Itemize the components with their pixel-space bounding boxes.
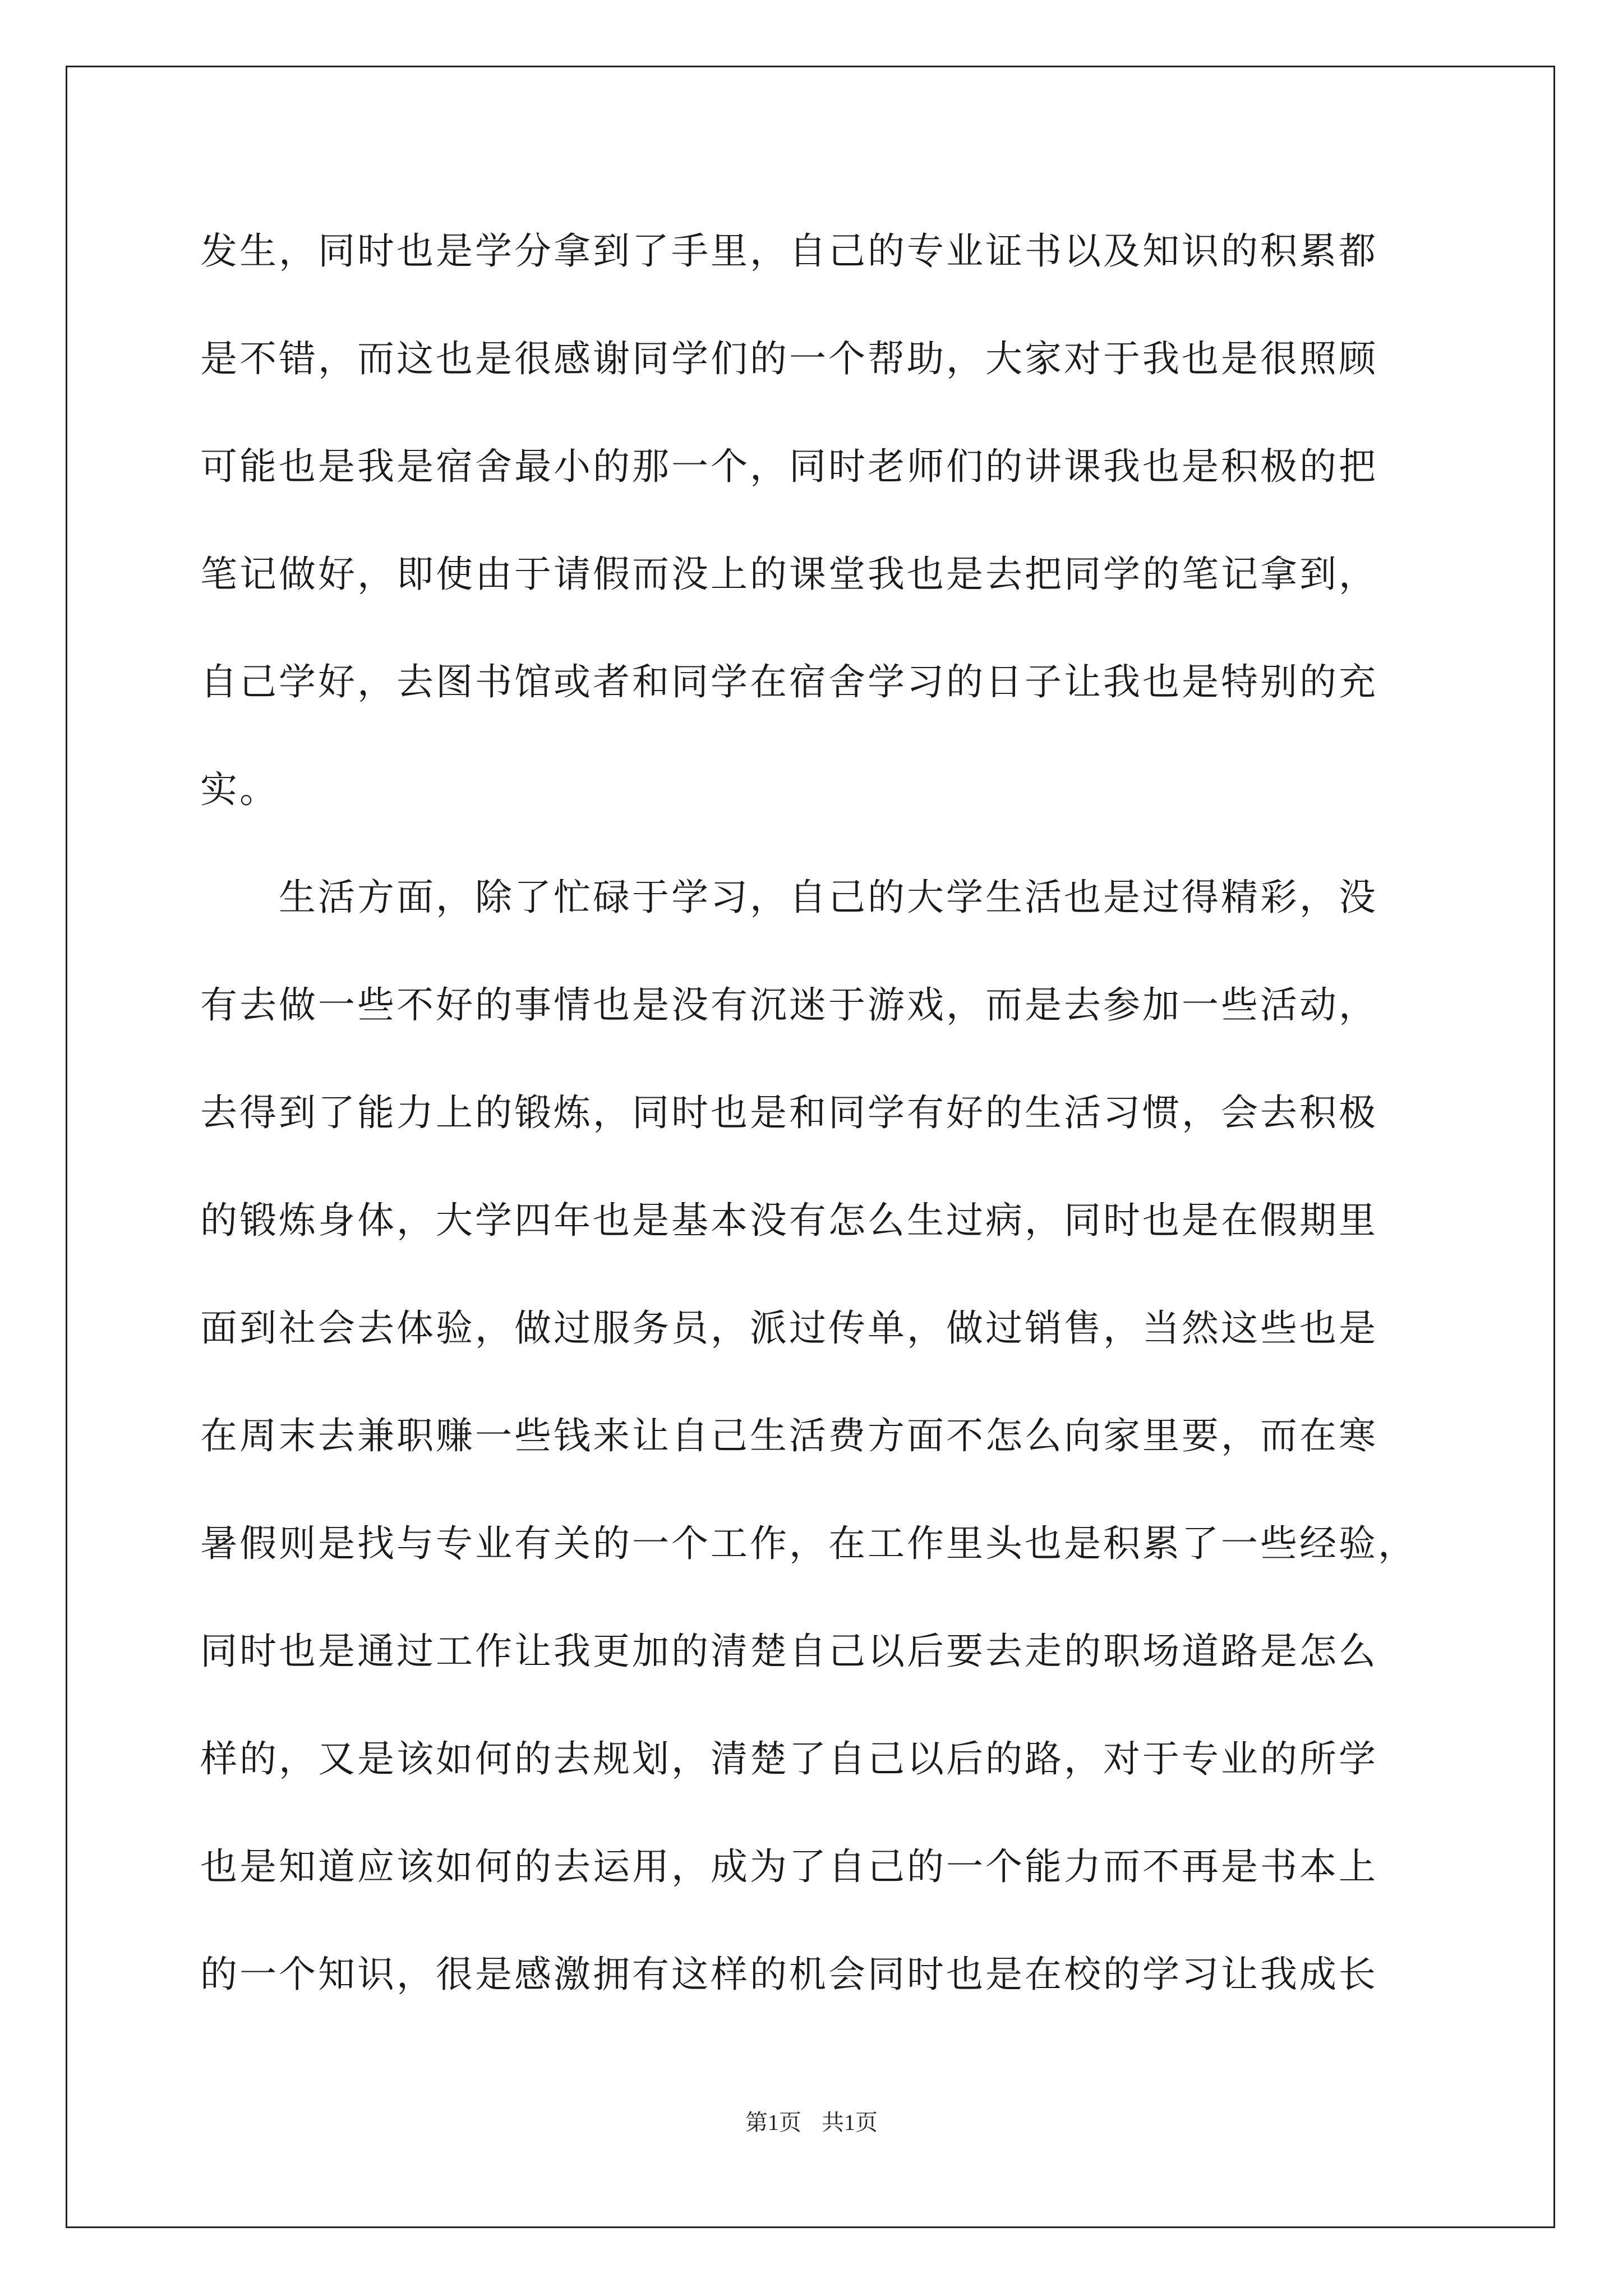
- text-line: 去得到了能力上的锻炼，同时也是和同学有好的生活习惯，会去积极: [200, 1091, 1378, 1134]
- text-line: 有去做一些不好的事情也是没有沉迷于游戏，而是去参加一些活动，: [200, 983, 1378, 1027]
- text-line: 同时也是通过工作让我更加的清楚自己以后要去走的职场道路是怎么: [200, 1630, 1378, 1673]
- page-total: 共1页: [822, 2110, 878, 2135]
- text-line: 也是知道应该如何的去运用，成为了自己的一个能力而不再是书本上: [200, 1845, 1378, 1888]
- page-number: 第1页: [745, 2110, 801, 2135]
- text-line: 的锻炼身体，大学四年也是基本没有怎么生过病，同时也是在假期里: [200, 1199, 1378, 1242]
- text-line: 生活方面，除了忙碌于学习，自己的大学生活也是过得精彩，没: [200, 876, 1378, 919]
- text-line: 的一个知识，很是感激拥有这样的机会同时也是在校的学习让我成长: [200, 1953, 1378, 1996]
- page-footer: [0, 2105, 1623, 2137]
- text-line: 可能也是我是宿舍最小的那一个，同时老师们的讲课我也是积极的把: [200, 445, 1378, 488]
- document-body: [200, 220, 1434, 2051]
- text-line: 发生，同时也是学分拿到了手里，自己的专业证书以及知识的积累都: [200, 229, 1378, 273]
- text-line: 自己学好，去图书馆或者和同学在宿舍学习的日子让我也是特别的充: [200, 660, 1378, 703]
- text-line: 笔记做好，即使由于请假而没上的课堂我也是去把同学的笔记拿到，: [200, 553, 1378, 596]
- text-line: 实。: [200, 768, 279, 811]
- text-line: 暑假则是找与专业有关的一个工作，在工作里头也是积累了一些经验，: [200, 1522, 1417, 1565]
- text-line: 面到社会去体验，做过服务员，派过传单，做过销售，当然这些也是: [200, 1306, 1378, 1350]
- text-line: 是不错，而这也是很感谢同学们的一个帮助，大家对于我也是很照顾: [200, 337, 1378, 380]
- text-line: 样的，又是该如何的去规划，清楚了自己以后的路，对于专业的所学: [200, 1737, 1378, 1780]
- text-line: 在周末去兼职赚一些钱来让自己生活费方面不怎么向家里要，而在寒: [200, 1414, 1378, 1457]
